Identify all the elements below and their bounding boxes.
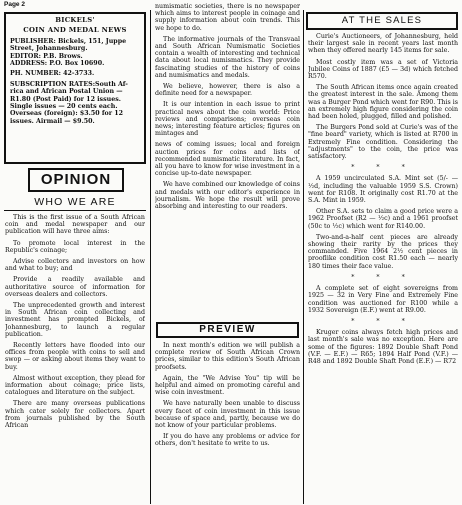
paragraph: Provide a readily available and authoritative source of information for overseas dealers and collectors. [5, 276, 145, 298]
paragraph: To promote local interest in the Republic's coinage; [5, 239, 145, 254]
column-2-bottom [155, 342, 300, 504]
paragraph: The South African items once again created the greatest interest in the sale. Among them was a Burger Pond which went for R90. This is an extremely high figure considering the coin had been holed, plugged, filled and polished. [308, 84, 458, 121]
subscription-line-5: Overseas (foreign): $3.50 for 12 [10, 110, 124, 118]
subscription-line-2: rica and African Postal Union — [10, 88, 123, 96]
column-divider [303, 10, 304, 504]
paragraph: Other S.A. sets to claim a good price were a 1962 Proofset (R2 — ½c) and a 1961 proofset (50c to ½c) which went for R140.00. [308, 208, 458, 230]
paragraph: There are many overseas publications which cater solely for collectors. Apart from journals published by the South African [5, 400, 145, 430]
paragraph: A 1959 uncirculated S.A. Mint set (5/- — ½d, including the valuable 1959 S.S. Crown) went for R108. It originally cost R1.70 at the S.A. Mint in 1959. [308, 175, 458, 205]
paragraph: Recently letters have flooded into our offices from people with coins to sell and swop — or asking about items they want to buy. [5, 342, 145, 371]
paragraph: Kruger coins always fetch high prices and last month's sale was no exception. Here are some of the figures: 1892 Double Shaft Pond (V.F. — E.F.) — R65; 1894 Half Pond (V.F.) — R48 and 1892 Double Shaft Pond (E.F.) — R72 [308, 329, 458, 365]
paragraph: It is our intention in each issue to print practical news about the coin world: Price reviews and comparisons; overseas coin news; interesting feature articles; figures on mintages and [155, 101, 300, 138]
paragraph: news of coming issues; local and foreign auction prices for coins and lists of recommended numismatic literature. In fact, all you have to know for wise investment in a concise up-to-date newspaper. [155, 141, 300, 178]
who-we-are-heading: WHO WE ARE [34, 196, 116, 208]
masthead-subtitle: COIN AND MEDAL NEWS [23, 26, 127, 35]
paragraph: Most costly item was a set of Victoria Jubilee Coins of 1887 (£5 — 3d) which fetched R570. [308, 58, 458, 81]
paragraph: We have combined our knowledge of coins and medals with our editor's experience in journalism. We hope the result will prove absorbing and interesting to our readers. [155, 181, 300, 211]
paragraph: We have naturally been unable to discuss every facet of coin investment in this issue because of space and, partly, because we do not know of your particular problems. [155, 400, 300, 430]
subscription-line-4: Single issues — 20 cents each. [10, 103, 118, 111]
publisher-line: PUBLISHER: Bickels, 151, Juppe [10, 37, 127, 45]
column-3 [308, 33, 458, 504]
paragraph: Curie's Auctioneers, of Johannesburg, held their largest sale in recent years last month when they offered nearly 145 items for sale. [308, 33, 458, 55]
paragraph: Advise collectors and investors on how and what to buy; and [5, 258, 145, 273]
paragraph: The informative journals of the Transvaal and South African Numismatic Societies contain a wealth of interesting and technical data about local numismatics. They provide fascinating studies of the history of coins and numismatics and medals. [155, 35, 300, 79]
subscription-line-6: issues. Airmail — $9.50. [10, 117, 95, 125]
address-line: ADDRESS: P.O. Box 10690. [10, 60, 105, 68]
opinion-heading: OPINION [28, 168, 124, 192]
masthead-title: BICKELS' [55, 16, 95, 24]
paragraph: The Burgers Pond sold at Curie's was of the "fine beard" variety, which is listed at R700 in Extremely Fine condition. Considering the "adjustments" to the coin, the price was satisfactory. [308, 124, 458, 161]
subscription-line-3: R1.80 (Post Paid) for 12 issues. [10, 95, 121, 103]
paragraph: The unprecedented growth and interest in South African coin collecting and investment has prompted Bickels, of Johannesburg, to launch a regular publication. [5, 302, 145, 338]
paragraph: Again, the "We Advise You" tip will be helpful and aimed on promoting careful and wise coin investment. [155, 374, 300, 397]
section-stars: * * * [351, 273, 415, 281]
paragraph: If you do have any problems or advice for others, don't hesitate to write to us. [155, 433, 300, 448]
publisher-line-2: Street, Johannesburg. [10, 45, 88, 53]
page-number: Page 2 [4, 1, 25, 8]
at-the-sales-heading: AT THE SALES [306, 12, 458, 30]
masthead-box [4, 12, 146, 164]
column-1 [5, 214, 145, 504]
paragraph: Almost without exception, they plead for information about coinage; price lists, catalogues and literature on the subject. [5, 374, 145, 397]
heading-rule [4, 210, 146, 211]
paragraph: In next month's edition we will publish a complete review of South African Crown prices, similar to this edition's South African proofsets. [155, 342, 300, 371]
section-stars: * * * [351, 164, 415, 172]
section-stars: * * * [351, 317, 415, 325]
subscription-line-1: SUBSCRIPTION RATES:South Af- [10, 80, 128, 88]
column-divider [150, 10, 151, 504]
paragraph: A complete set of eight sovereigns from 1925 — 32 in Very Fine and Extremely Fine condition was auctioned for R100 while a 1932 Sovereign (E.F.) went at R9.00. [308, 285, 458, 314]
paragraph: numismatic societies, there is no newspaper which aims to interest people in coinage and supply information about coin trends. This we hope to do. [155, 3, 300, 32]
paragraph: We believe, however, there is also a definite need for a newspaper. [155, 83, 300, 98]
paragraph: This is the first issue of a South African coin and medal newspaper and our publication will have three aims: [5, 214, 145, 236]
phone-line: PH. NUMBER: 42-3733. [10, 70, 95, 78]
paragraph: Two-and-a-half cent pieces are already showing their rarity by the prices they commanded. Five 1964 2½ cent pieces in prooflike condition cost R1.50 each — nearly 180 times their face value. [308, 233, 458, 270]
column-2-top [155, 3, 300, 319]
editor-line: EDITOR: P.B. Brows. [10, 52, 83, 60]
preview-heading: PREVIEW [156, 322, 299, 338]
